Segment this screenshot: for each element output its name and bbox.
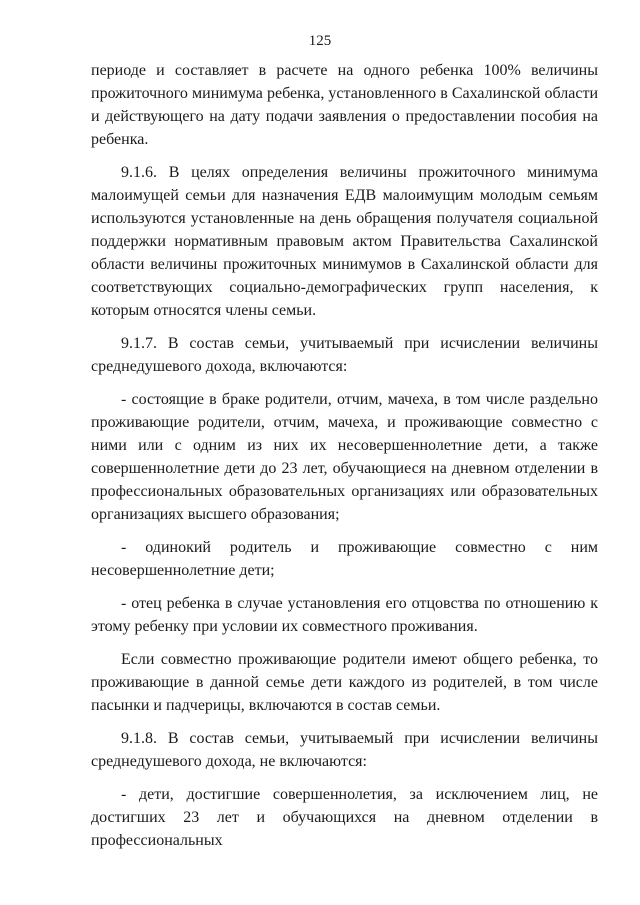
page-number: 125 <box>308 33 332 49</box>
paragraph-common-child: Если совместно проживающие родители имеют общего ребенка, то проживающие в данной семье дети каждого из родителей, в том числе пасынки и падчерицы, включаются в состав семьи. <box>91 651 598 714</box>
paragraph-9-1-7: 9.1.7. В состав семьи, учитываемый при исчислении величины среднедушевого дохода, включаются: <box>91 335 598 375</box>
list-item-married-parents: - состоящие в браке родители, отчим, мачеха, в том числе раздельно проживающие родители, отчим, мачеха, и проживающие совместно с ними или с одним из них их несовершеннолетние дети, а также совершеннолетние дети до 23 лет, обучающиеся на дневном отделении в профессиональных образовательных организациях или образовательных организациях высшего образования; <box>91 391 598 523</box>
paragraph-9-1-8: 9.1.8. В состав семьи, учитываемый при исчислении величины среднедушевого дохода, не включаются: <box>91 730 598 770</box>
list-item-single-parent: - одинокий родитель и проживающие совместно с ним несовершеннолетние дети; <box>91 539 598 579</box>
paragraph-9-1-6: 9.1.6. В целях определения величины прожиточного минимума малоимущей семьи для назначения ЕДВ малоимущим молодым семьям используются установленные на день обращения получателя социальной поддержки нормативным правовым актом Правительства Сахалинской области величины прожиточных минимумов в Сахалинской области для соответствующих социально-демографических групп населения, к которым относятся члены семьи. <box>91 164 598 319</box>
list-item-father: - отец ребенка в случае установления его отцовства по отношению к этому ребенку при условии их совместного проживания. <box>91 595 598 635</box>
list-item-adult-children: - дети, достигшие совершеннолетия, за исключением лиц, не достигших 23 лет и обучающихся на дневном отделении в профессиональных <box>91 786 598 849</box>
document-body <box>91 59 598 852</box>
paragraph-continuation: периоде и составляет в расчете на одного ребенка 100% величины прожиточного минимума ребенка, установленного в Сахалинской области и действующего на дату подачи заявления о предоставлении пособия на ребенка. <box>91 62 598 148</box>
